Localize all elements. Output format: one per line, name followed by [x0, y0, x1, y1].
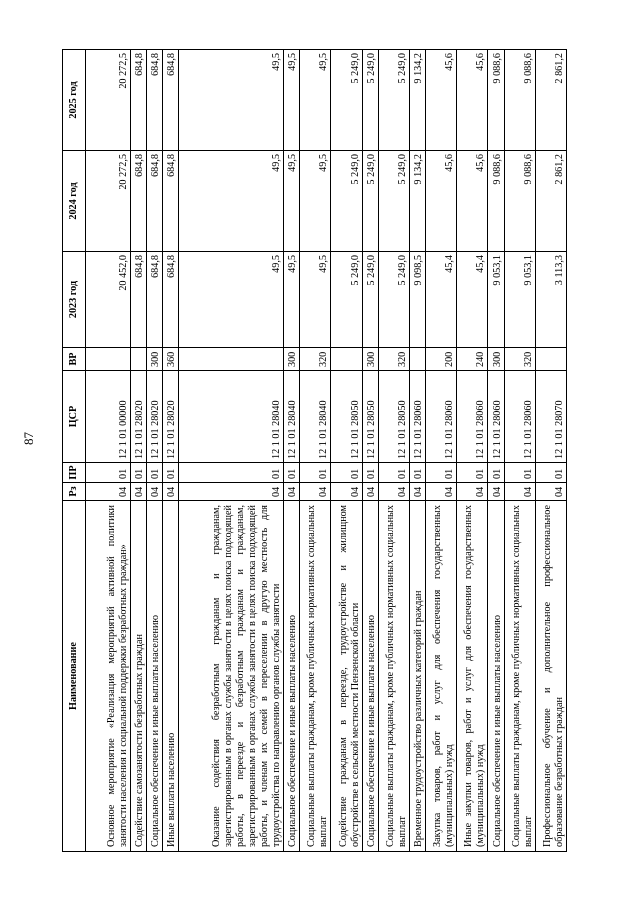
- table-row: [426, 50, 457, 852]
- cell-vr: 320: [504, 348, 535, 371]
- header-name: Наименование: [63, 501, 86, 852]
- cell-csr: 12 1 01 28060: [409, 371, 425, 463]
- cell-y2023: 684,8: [130, 252, 146, 348]
- table-row: [86, 50, 131, 852]
- cell-vr: 300: [488, 348, 504, 371]
- header-vr: ВР: [63, 348, 86, 371]
- cell-name: Основное мероприятие «Реализация мероприятий активной политики занятости населения и социальной поддержки безработных граждан»: [86, 501, 131, 852]
- table-row: [331, 50, 362, 852]
- cell-rz: 04: [147, 483, 163, 501]
- cell-pr: 01: [284, 463, 300, 483]
- cell-y2024: 9 134,2: [409, 151, 425, 252]
- cell-y2023: 45,4: [426, 252, 457, 348]
- cell-y2024: 49,5: [284, 151, 300, 252]
- cell-pr: 01: [457, 463, 488, 483]
- cell-y2024: 9 088,6: [488, 151, 504, 252]
- cell-pr: 01: [300, 463, 331, 483]
- cell-name: Иные закупки товаров, работ и услуг для обеспечения государственных (муниципальных) нужд: [457, 501, 488, 852]
- table-row: [147, 50, 163, 852]
- table-row: [535, 50, 566, 852]
- header-2025: 2025 год: [63, 50, 86, 151]
- table-row: [284, 50, 300, 852]
- cell-rz: 04: [362, 483, 378, 501]
- cell-y2024: 5 249,0: [362, 151, 378, 252]
- cell-y2023: 49,5: [300, 252, 331, 348]
- cell-pr: 01: [409, 463, 425, 483]
- cell-y2025: 2 861,2: [535, 50, 566, 151]
- cell-pr: 01: [535, 463, 566, 483]
- cell-vr: [86, 348, 131, 371]
- cell-csr: 12 1 01 28060: [504, 371, 535, 463]
- cell-rz: 04: [457, 483, 488, 501]
- table-row: [504, 50, 535, 852]
- table-header-row: [63, 50, 86, 852]
- table-row: [362, 50, 378, 852]
- cell-y2025: 9 088,6: [504, 50, 535, 151]
- cell-name: Содействие самозанятости безработных граждан: [130, 501, 146, 852]
- cell-vr: [331, 348, 362, 371]
- cell-csr: 12 1 01 28050: [362, 371, 378, 463]
- cell-y2025: 5 249,0: [362, 50, 378, 151]
- cell-rz: 04: [331, 483, 362, 501]
- cell-y2024: 20 272,5: [86, 151, 131, 252]
- table-row: [409, 50, 425, 852]
- header-rz: Рз: [63, 483, 86, 501]
- cell-rz: 04: [426, 483, 457, 501]
- cell-rz: 04: [535, 483, 566, 501]
- cell-y2024: 684,8: [147, 151, 163, 252]
- cell-y2025: 9 134,2: [409, 50, 425, 151]
- cell-y2023: 3 113,3: [535, 252, 566, 348]
- rotated-table-container: [62, 50, 567, 852]
- cell-pr: 01: [362, 463, 378, 483]
- cell-csr: 12 1 01 28050: [378, 371, 409, 463]
- cell-y2025: 49,5: [179, 50, 284, 151]
- cell-y2023: 49,5: [284, 252, 300, 348]
- cell-y2025: 45,6: [426, 50, 457, 151]
- cell-csr: 12 1 01 28040: [179, 371, 284, 463]
- cell-y2025: 9 088,6: [488, 50, 504, 151]
- cell-rz: 04: [300, 483, 331, 501]
- cell-y2023: 20 452,0: [86, 252, 131, 348]
- cell-vr: 300: [147, 348, 163, 371]
- cell-pr: 01: [179, 463, 284, 483]
- cell-vr: [535, 348, 566, 371]
- cell-vr: 300: [362, 348, 378, 371]
- header-pr: ПР: [63, 463, 86, 483]
- cell-vr: [130, 348, 146, 371]
- cell-vr: [179, 348, 284, 371]
- cell-rz: 04: [86, 483, 131, 501]
- cell-vr: 360: [163, 348, 179, 371]
- cell-y2025: 45,6: [457, 50, 488, 151]
- cell-rz: 04: [378, 483, 409, 501]
- cell-name: Социальное обеспечение и иные выплаты населению: [362, 501, 378, 852]
- cell-y2023: 684,8: [163, 252, 179, 348]
- cell-y2024: 2 861,2: [535, 151, 566, 252]
- cell-y2023: 9 053,1: [504, 252, 535, 348]
- cell-vr: 240: [457, 348, 488, 371]
- cell-y2023: 5 249,0: [362, 252, 378, 348]
- table-row: [130, 50, 146, 852]
- cell-vr: 320: [300, 348, 331, 371]
- header-2023: 2023 год: [63, 252, 86, 348]
- cell-pr: 01: [331, 463, 362, 483]
- cell-y2023: 5 249,0: [378, 252, 409, 348]
- cell-y2023: 9 053,1: [488, 252, 504, 348]
- cell-y2024: 5 249,0: [331, 151, 362, 252]
- page-number: 87: [21, 432, 36, 445]
- table-row: [378, 50, 409, 852]
- header-csr: ЦСР: [63, 371, 86, 463]
- cell-name: Содействие гражданам в переезде, трудоустройстве и жилищном обустройстве в сельской местности Пензенской области: [331, 501, 362, 852]
- cell-csr: 12 1 01 28060: [457, 371, 488, 463]
- cell-y2025: 5 249,0: [378, 50, 409, 151]
- cell-name: Временное трудоустройство различных категорий граждан: [409, 501, 425, 852]
- header-2024: 2024 год: [63, 151, 86, 252]
- cell-pr: 01: [426, 463, 457, 483]
- cell-name: Закупка товаров, работ и услуг для обеспечения государственных (муниципальных) нужд: [426, 501, 457, 852]
- cell-pr: 01: [147, 463, 163, 483]
- cell-csr: 12 1 01 28040: [300, 371, 331, 463]
- cell-name: Социальное обеспечение и иные выплаты населению: [147, 501, 163, 852]
- cell-rz: 04: [504, 483, 535, 501]
- cell-rz: 04: [284, 483, 300, 501]
- cell-y2025: 49,5: [300, 50, 331, 151]
- cell-y2024: 49,5: [179, 151, 284, 252]
- cell-csr: 12 1 01 28020: [163, 371, 179, 463]
- cell-vr: 320: [378, 348, 409, 371]
- cell-y2024: 9 088,6: [504, 151, 535, 252]
- cell-name: Социальное обеспечение и иные выплаты населению: [488, 501, 504, 852]
- cell-pr: 01: [130, 463, 146, 483]
- table-row: [488, 50, 504, 852]
- cell-pr: 01: [86, 463, 131, 483]
- cell-pr: 01: [378, 463, 409, 483]
- cell-rz: 04: [488, 483, 504, 501]
- cell-csr: 12 1 01 00000: [86, 371, 131, 463]
- cell-y2024: 5 249,0: [378, 151, 409, 252]
- cell-y2024: 45,6: [426, 151, 457, 252]
- cell-y2025: 684,8: [163, 50, 179, 151]
- cell-y2025: 20 272,5: [86, 50, 131, 151]
- cell-name: Оказание содействия безработным гражданам и гражданам, зарегистрированным в органах службы занятости в целях поиска подходящей работы, в переезде и безработным гражданам и гражданам, зарегистрированным в органах службы занятости в целях поиска подходящей работы, и членам их семей в переселении в другую местность для трудоустройства по направлению органов службы занятости: [179, 501, 284, 852]
- cell-rz: 04: [130, 483, 146, 501]
- cell-csr: 12 1 01 28020: [130, 371, 146, 463]
- cell-name: Социальные выплаты гражданам, кроме публичных нормативных социальных выплат: [378, 501, 409, 852]
- cell-name: Профессиональное обучение и дополнительное профессиональное образование безработных граждан: [535, 501, 566, 852]
- cell-csr: 12 1 01 28060: [426, 371, 457, 463]
- cell-y2025: 49,5: [284, 50, 300, 151]
- cell-y2025: 684,8: [147, 50, 163, 151]
- cell-pr: 01: [163, 463, 179, 483]
- cell-rz: 04: [163, 483, 179, 501]
- cell-rz: 04: [179, 483, 284, 501]
- budget-table: [62, 49, 567, 852]
- cell-name: Социальные выплаты гражданам, кроме публичных нормативных социальных выплат: [300, 501, 331, 852]
- table-row: [457, 50, 488, 852]
- cell-pr: 01: [488, 463, 504, 483]
- cell-y2023: 49,5: [179, 252, 284, 348]
- cell-y2024: 45,6: [457, 151, 488, 252]
- cell-rz: 04: [409, 483, 425, 501]
- table-row: [163, 50, 179, 852]
- cell-name: Социальное обеспечение и иные выплаты населению: [284, 501, 300, 852]
- cell-csr: 12 1 01 28050: [331, 371, 362, 463]
- cell-y2023: 45,4: [457, 252, 488, 348]
- cell-pr: 01: [504, 463, 535, 483]
- cell-name: Социальные выплаты гражданам, кроме публичных нормативных социальных выплат: [504, 501, 535, 852]
- table-row: [179, 50, 284, 852]
- cell-vr: 200: [426, 348, 457, 371]
- cell-csr: 12 1 01 28020: [147, 371, 163, 463]
- cell-y2025: 684,8: [130, 50, 146, 151]
- cell-y2023: 5 249,0: [331, 252, 362, 348]
- cell-y2023: 9 098,5: [409, 252, 425, 348]
- cell-csr: 12 1 01 28070: [535, 371, 566, 463]
- table-row: [300, 50, 331, 852]
- cell-y2024: 49,5: [300, 151, 331, 252]
- cell-vr: 300: [284, 348, 300, 371]
- cell-name: Иные выплаты населению: [163, 501, 179, 852]
- cell-vr: [409, 348, 425, 371]
- cell-csr: 12 1 01 28060: [488, 371, 504, 463]
- cell-csr: 12 1 01 28040: [284, 371, 300, 463]
- cell-y2024: 684,8: [163, 151, 179, 252]
- cell-y2023: 684,8: [147, 252, 163, 348]
- cell-y2025: 5 249,0: [331, 50, 362, 151]
- cell-y2024: 684,8: [130, 151, 146, 252]
